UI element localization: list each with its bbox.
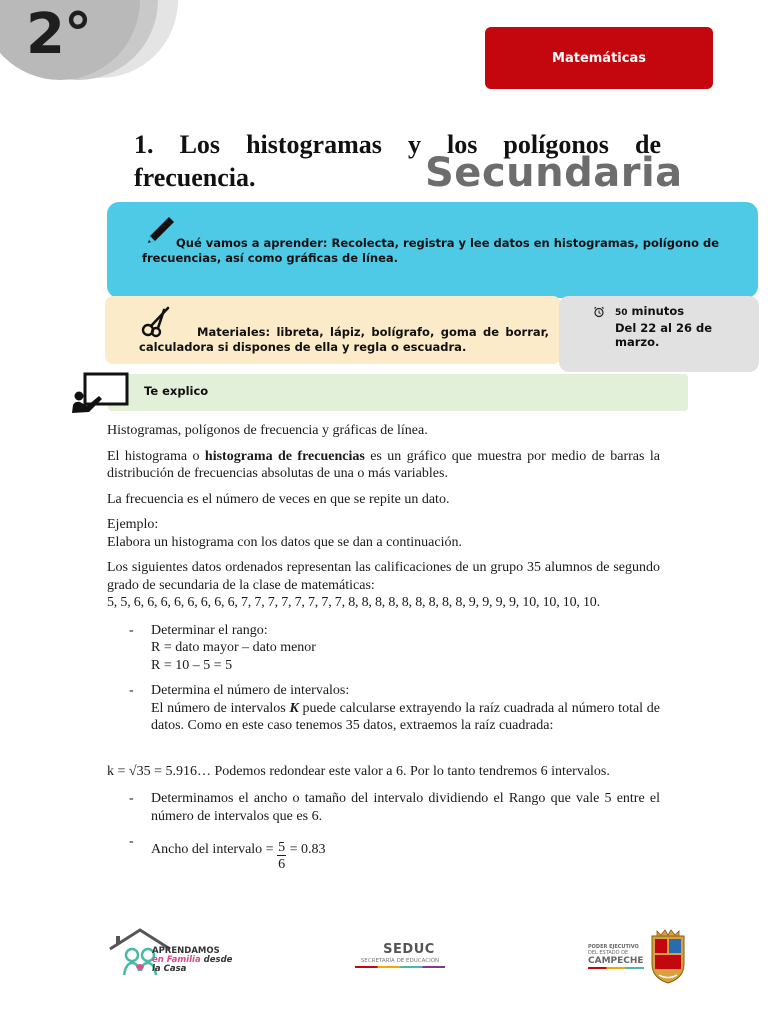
body-paragraph-sqrt: k = √35 = 5.916… Podemos redondear este valor a 6. Por lo tanto tendremos 6 intervalos. [107,763,610,779]
time-minutes-word: minutos [631,304,685,318]
definition-text-end: es un gráfico que muestra por medio de barras la distribución de frecuencias absolutas de una o más variables. [107,448,660,481]
range-formula: R = dato mayor – dato menor [151,640,316,655]
seduc-logo [349,942,451,968]
level-label: Secundaria [425,150,683,196]
list-dash: - [129,791,134,806]
campeche-line2: DEL ESTADO DE [588,950,629,956]
list-item-range [107,622,660,675]
width-formula-result: = 0.83 [289,842,326,858]
data-description: Los siguientes datos ordenados representan las calificaciones de un grupo 35 alumnos de segundo grado de secundaria de la clase de matemáticas: [107,560,660,593]
campeche-logo [585,928,689,988]
campeche-coat-of-arms-icon [649,928,687,984]
time-minutes-number: 50 [615,308,628,318]
width-fraction [277,840,286,874]
body-paragraph-frequency: La frecuencia es el número de veces en que se repite un dato. [107,491,450,507]
aprendamos-line3: la Casa [152,964,187,974]
intervals-heading: Determina el número de intervalos: [151,683,350,698]
aprendamos-logo [108,927,238,979]
body-paragraph-definition [107,448,660,483]
list-dash: - [129,622,134,638]
subject-badge [485,27,713,89]
page-title: 1. Los histogramas y los polígonos de frecuencia. [134,130,661,192]
body-paragraph-data [107,559,660,612]
aprendamos-familia: en Familia [152,955,201,965]
time-month: marzo. [615,335,660,349]
list-item-content [151,622,660,675]
list-dash: - [129,834,134,849]
body-paragraph-intro: Histogramas, polígonos de frecuencia y gráficas de línea. [107,423,428,438]
example-instruction: Elabora un histograma con los datos que se dan a continuación. [107,534,462,550]
body-content [107,422,660,875]
range-result: R = 10 – 5 = 5 [151,657,233,673]
list-item-intervals [107,682,660,735]
width-formula-label: Ancho del intervalo = [151,842,274,858]
subject-label: Matemáticas [552,50,646,66]
list-item-content [151,682,660,735]
campeche-line1: PODER EJECUTIVO [588,944,639,950]
definition-term: histograma de frecuencias [204,448,365,464]
range-heading: Determinar el rango: [151,622,268,638]
intervals-k-symbol: K [289,700,299,716]
learn-text [142,236,727,266]
time-text [615,304,735,350]
body-paragraph-example [107,516,660,551]
aprendamos-text [152,947,232,974]
seduc-subtitle: SECRETARÍA DE EDUCACIÓN [360,958,440,964]
intervals-explanation [151,700,660,735]
fraction-numerator: 5 [278,840,286,855]
data-values: 5, 5, 6, 6, 6, 6, 6, 6, 6, 6, 7, 7, 7, 7, 7, 7, 7, 7, 8, 8, 8, 8, 8, 8, 8, 8, 8, 9, 9, 9, 9, 10, 10, 10, 10. [107,595,600,610]
list-item-width [107,790,660,825]
time-dates: Del 22 al 26 de [615,320,713,335]
alarm-clock-icon [593,306,605,318]
grade-label: 2° [26,2,91,67]
width-formula [151,833,660,872]
campeche-line3: CAMPECHE [588,956,644,966]
list-dash: - [129,683,134,698]
explain-label: Te explico [144,384,209,398]
example-label: Ejemplo: [107,517,159,532]
seduc-name: SEDUC [383,942,435,957]
learn-text-content: Qué vamos a aprender: Recolecta, registra y lee datos en histogramas, polígono de frecuencias, así como gráficas de línea. [142,236,719,265]
seduc-color-bar [355,966,445,968]
materials-text: Materiales: libreta, lápiz, bolígrafo, goma de borrar, calculadora si dispones de ella y regla o escuadra. [139,325,549,354]
intervals-text-start: El número de intervalos [151,700,290,716]
definition-text-start: El histograma o [107,448,205,464]
width-explanation: Determinamos el ancho o tamaño del intervalo dividiendo el Rango que vale 5 entre el número de intervalos que es 6. [151,791,660,824]
campeche-color-bar [588,967,644,969]
aprendamos-desde: desde [203,955,233,965]
fraction-denominator: 6 [278,857,286,872]
teacher-board-icon [71,372,131,414]
list-item-width-formula [107,833,660,872]
campeche-text [588,944,644,969]
intervals-text-end: puede calcularse extrayendo la raíz cuadrada al número total de datos. Como en este caso tenemos 35 datos, extraemos la raíz cuadrada: [151,700,660,733]
aprendamos-line1: APRENDAMOS [152,946,220,956]
